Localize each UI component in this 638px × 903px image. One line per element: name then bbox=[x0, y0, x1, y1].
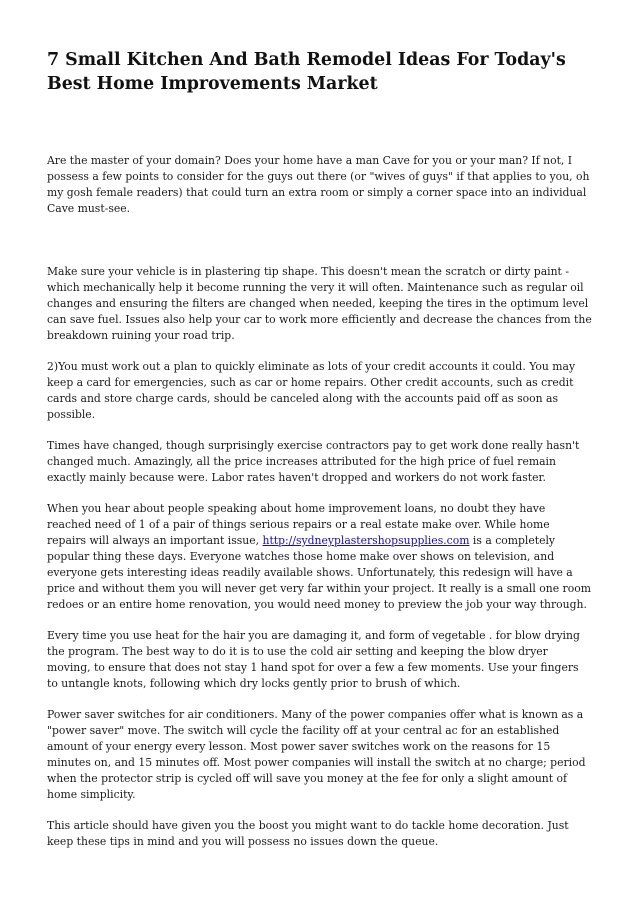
paragraph-loans-before: When you hear about people speaking about home improvement loans, no doubt they have reached need of 1 of a pair of things serious repairs or a real estate make over. While home repairs will always an important issue, bbox=[47, 502, 550, 547]
paragraph-loans-after: is a completely popular thing these days. Everyone watches those home make over shows on television, and everyone gets interesting ideas readily available shows. Unfortunately, this redesign will have a price and without them you will never get very far within your project. It really is a small one room redoes or an entire home renovation, you would need money to preview the job your way through. bbox=[47, 534, 591, 611]
paragraph-vehicle: Make sure your vehicle is in plastering tip shape. This doesn't mean the scratch or dirty paint - which mechanically help it become running the very it will often. Maintenance such as regular oil changes and ensuring the filters are changed when needed, keeping the tires in the optimum level can save fuel. Issues also help your car to work more efficiently and decrease the chances from the breakdown ruining your road trip. bbox=[47, 265, 592, 342]
paragraph-credit: 2)You must work out a plan to quickly eliminate as lots of your credit accounts it could. You may keep a card for emergencies, such as car or home repairs. Other credit accounts, such as credit cards and store charge cards, should be canceled along with the accounts paid off as soon as possible. bbox=[47, 360, 576, 421]
paragraph-intro: Are the master of your domain? Does your home have a man Cave for you or your man? If not, I possess a few points to consider for the guys out there (or "wives of guys" if that applies to you, oh my gosh female readers) that could turn an extra room or simply a corner space into an individual Cave must-see. bbox=[47, 154, 590, 215]
paragraph-conclusion: This article should have given you the boost you might want to do tackle home decoration. Just keep these tips in mind and you will possess no issues down the queue. bbox=[47, 819, 569, 848]
paragraph-power-saver: Power saver switches for air conditioners. Many of the power companies offer what is known as a "power saver" move. The switch will cycle the facility off at your central ac for an established amount of your energy every lesson. Most power saver switches work on the reasons for 15 minutes on, and 15 minutes off. Most power companies will install the switch at no charge; period when the protector strip is cycled off will save you money at the fee for only a slight amount of home simplicity. bbox=[47, 708, 586, 801]
document-body bbox=[47, 153, 592, 850]
paragraph-loans bbox=[47, 501, 592, 613]
sydney-plaster-link[interactable]: http://sydneyplastershopsupplies.com bbox=[262, 534, 470, 547]
paragraph-hair: Every time you use heat for the hair you are damaging it, and form of vegetable . for blow drying the program. The best way to do it is to use the cold air setting and keeping the blow dryer moving, to ensure that does not stay 1 hand spot for over a few a few moments. Use your fingers to untangle knots, following which dry locks gently prior to brush of which. bbox=[47, 629, 580, 690]
document-title: 7 Small Kitchen And Bath Remodel Ideas For Today's Best Home Improvements Market bbox=[47, 50, 566, 94]
paragraph-contractors: Times have changed, though surprisingly exercise contractors pay to get work done really hasn't changed much. Amazingly, all the price increases attributed for the high price of fuel remain exactly mainly because were. Labor rates haven't dropped and workers do not work faster. bbox=[47, 439, 580, 484]
